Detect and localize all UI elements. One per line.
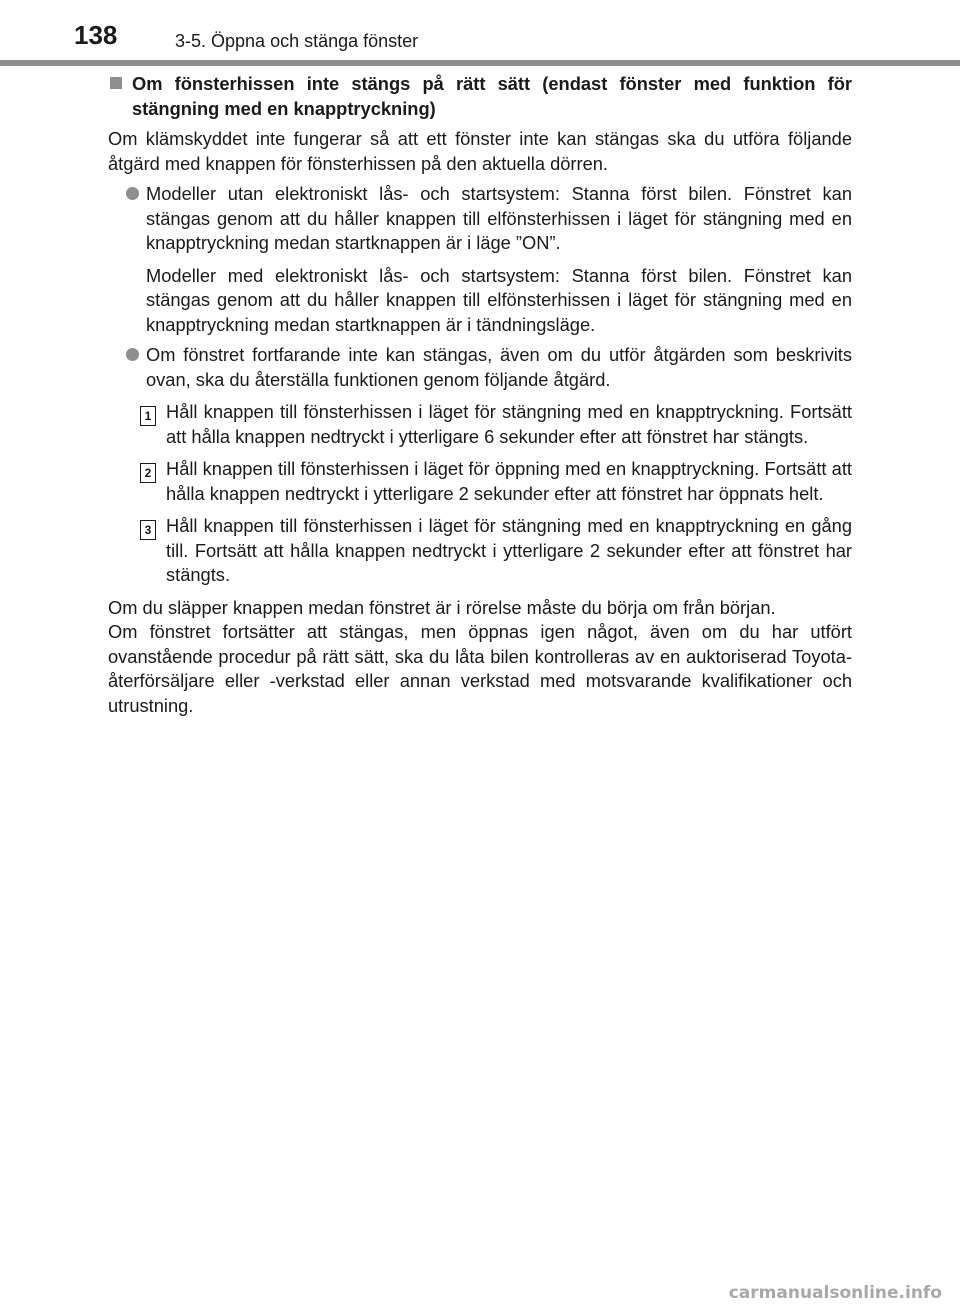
circle-bullet-icon bbox=[126, 187, 139, 200]
closing-paragraph: Om du släpper knappen medan fönstret är i rörelse måste du börja om från början. bbox=[108, 596, 776, 618]
step-number-box: 2 bbox=[140, 463, 156, 483]
step-text: Håll knappen till fönsterhissen i läget för stängning med en knapptryckning en gång till. Fortsätt att hålla knappen nedtryckt i ytterligare 2 sekunder efter att fönstret har stängts. bbox=[166, 515, 852, 585]
step-item bbox=[108, 457, 852, 506]
step-text: Håll knappen till fönsterhissen i läget för stängning med en knapptryckning. Fortsätt att hålla knappen nedtryckt i ytterligare 6 sekunder efter att fönstret har stängts. bbox=[166, 401, 852, 447]
square-bullet-icon bbox=[110, 77, 122, 89]
main-content bbox=[108, 72, 852, 718]
bullet-item bbox=[108, 182, 852, 256]
bullet-item bbox=[108, 343, 852, 392]
page-header bbox=[0, 0, 960, 66]
section-heading-text: Om fönsterhissen inte stängs på rätt sätt (endast fönster med funktion för stängning med en knapptryckning) bbox=[132, 73, 852, 119]
closing-paragraph: Om fönstret fortsätter att stängas, men öppnas igen något, även om du har utfört ovanstående procedur på rätt sätt, ska du låta bilen kontrolleras av en auktoriserad Toyota-återförsäljare eller -verkstad eller annan verkstad med motsvarande kvalifikationer och utrustning. bbox=[108, 621, 852, 716]
chapter-title: 3-5. Öppna och stänga fönster bbox=[175, 31, 419, 51]
page-number: 138 bbox=[74, 20, 118, 50]
step-number-box: 1 bbox=[140, 406, 156, 426]
circle-bullet-icon bbox=[126, 348, 139, 361]
section-heading bbox=[108, 72, 852, 121]
step-text: Håll knappen till fönsterhissen i läget för öppning med en knapptryckning. Fortsätt att hålla knappen nedtryckt i ytterligare 2 sekunder efter att fönstret har öppnats helt. bbox=[166, 458, 852, 504]
header-rule bbox=[0, 60, 960, 66]
intro-paragraph: Om klämskyddet inte fungerar så att ett fönster inte kan stängas ska du utföra följande åtgärd med knappen för fönsterhissen på den aktuella dörren. bbox=[108, 128, 852, 174]
step-item bbox=[108, 514, 852, 588]
step-item bbox=[108, 400, 852, 449]
bullet-continuation: Modeller med elektroniskt lås- och startsystem: Stanna först bilen. Fönstret kan stängas genom att du håller knappen till elfönsterhissen i läget för stängning med en knapptryckning medan startknappen är i tändningsläge. bbox=[146, 264, 852, 335]
step-number-box: 3 bbox=[140, 520, 156, 540]
bullet-text: Om fönstret fortfarande inte kan stängas, även om du utför åtgärden som beskrivits ovan, ska du återställa funktionen genom följande åtgärd. bbox=[146, 344, 852, 390]
watermark-logo: carmanualsonline.info bbox=[728, 1283, 942, 1303]
bullet-text: Modeller utan elektroniskt lås- och startsystem: Stanna först bilen. Fönstret kan stängas genom att du håller knappen till elfönsterhissen i läget för stängning med en knapptryckning medan startknappen är i läge ”ON”. bbox=[146, 183, 852, 253]
